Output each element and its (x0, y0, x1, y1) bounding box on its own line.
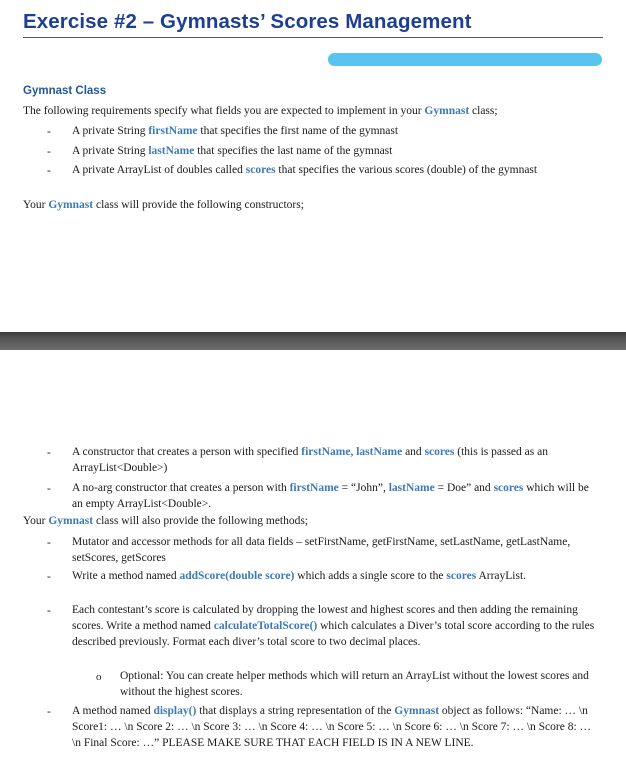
text: Your (23, 199, 49, 211)
constructor-full (72, 444, 600, 476)
bullet-marker: - (47, 537, 51, 549)
page-title: Exercise #2 – Gymnasts’ Scores Management (23, 10, 472, 33)
keyword-scores: scores (493, 482, 524, 494)
keyword-gymnast: Gymnast (48, 199, 94, 211)
field-scores (72, 162, 577, 178)
text: A private ArrayList of doubles called (72, 164, 246, 176)
intro-paragraph (23, 104, 498, 118)
text: which adds a single score to the (294, 570, 447, 582)
text: Each contestant’s score is calculated by dropping the lowest and highest scores and then adding the remaining scores. Write a method named (72, 604, 578, 632)
field-first-name (72, 123, 600, 139)
text: that specifies the various scores (double) of the gymnast (275, 164, 538, 176)
method-optional-helpers: Optional: You can create helper methods which will return an ArrayList without the lowest scores and without the highest scores. (120, 670, 589, 698)
methods-intro (23, 514, 308, 528)
bullet-marker: - (47, 126, 51, 138)
sub-bullet-marker: o (96, 671, 102, 683)
text: Your (23, 515, 49, 527)
field-last-name (72, 143, 600, 159)
bullet-marker: - (47, 483, 51, 495)
keyword-scores: scores (424, 446, 455, 458)
redaction-mark (328, 53, 602, 66)
text: A private String (72, 125, 149, 137)
text: that specifies the last name of the gymnast (194, 145, 393, 157)
keyword-lastname: lastName (148, 145, 195, 157)
method-calculate-total (72, 602, 600, 650)
keyword-gymnast: Gymnast (48, 515, 94, 527)
section-heading: Gymnast Class (23, 85, 107, 97)
keyword-gymnast: Gymnast (424, 105, 470, 117)
text: (this is passed as an ArrayList<Double>) (72, 446, 548, 474)
keyword-scores: scores (245, 164, 276, 176)
text: Write a method named (72, 570, 180, 582)
text: = Doe” and (434, 482, 494, 494)
text: object as follows: “Name: … \n Score1: … \n Score 2: … \n Score 3: … \n Score 4: … \n Score 5: … \n Score 6: … \n Score 7: … \n Score 8: … \n Final Score: …” PLEASE MAKE SURE THAT EACH FIELD IS IN A NEW LINE. (72, 705, 592, 749)
keyword-display: display() (153, 705, 197, 717)
text: that displays a string representation of the (196, 705, 395, 717)
text: A no-arg constructor that creates a person with (72, 482, 290, 494)
text: that specifies the first name of the gymnast (197, 125, 399, 137)
text: A constructor that creates a person with specified (72, 446, 302, 458)
keyword-scores: scores (446, 570, 477, 582)
bullet-marker: - (47, 165, 51, 177)
bullet-marker: - (47, 605, 51, 617)
text: A method named (72, 705, 154, 717)
bullet-marker: - (47, 571, 51, 583)
keyword-calculatetotalscore: calculateTotalScore() (213, 620, 318, 632)
text: which calculates a Diver’s total score according to the rules described previously. Format each diver’s total score to two decimal places. (72, 620, 595, 648)
keyword-lastname: lastName (388, 482, 435, 494)
title-underline (23, 37, 603, 38)
keyword-names: firstName, lastName (301, 446, 403, 458)
text: ArrayList. (476, 570, 527, 582)
bullet-marker: - (47, 447, 51, 459)
method-accessors: Mutator and accessor methods for all data fields – setFirstName, getFirstName, setLastName, getLastName, setScores, getScores (72, 536, 571, 564)
keyword-firstname: firstName (148, 125, 198, 137)
intro-text-end: class; (469, 105, 498, 117)
text: = “John”, (338, 482, 389, 494)
bullet-marker: - (47, 146, 51, 158)
text: class will also provide the following methods; (93, 515, 309, 527)
method-display (72, 703, 600, 751)
method-add-score (72, 568, 600, 584)
text: class will provide the following constructors; (93, 199, 304, 211)
intro-text: The following requirements specify what fields you are expected to implement in your (23, 105, 425, 117)
text: A private String (72, 145, 149, 157)
constructor-no-arg (72, 480, 600, 512)
text: which will be an empty ArrayList<Double>. (72, 482, 589, 510)
keyword-addscore: addScore(double score) (179, 570, 295, 582)
page-break-bar (0, 332, 626, 350)
constructors-intro (23, 198, 304, 212)
keyword-gymnast: Gymnast (394, 705, 440, 717)
keyword-firstname: firstName (289, 482, 339, 494)
text: and (402, 446, 425, 458)
bullet-marker: - (47, 706, 51, 718)
